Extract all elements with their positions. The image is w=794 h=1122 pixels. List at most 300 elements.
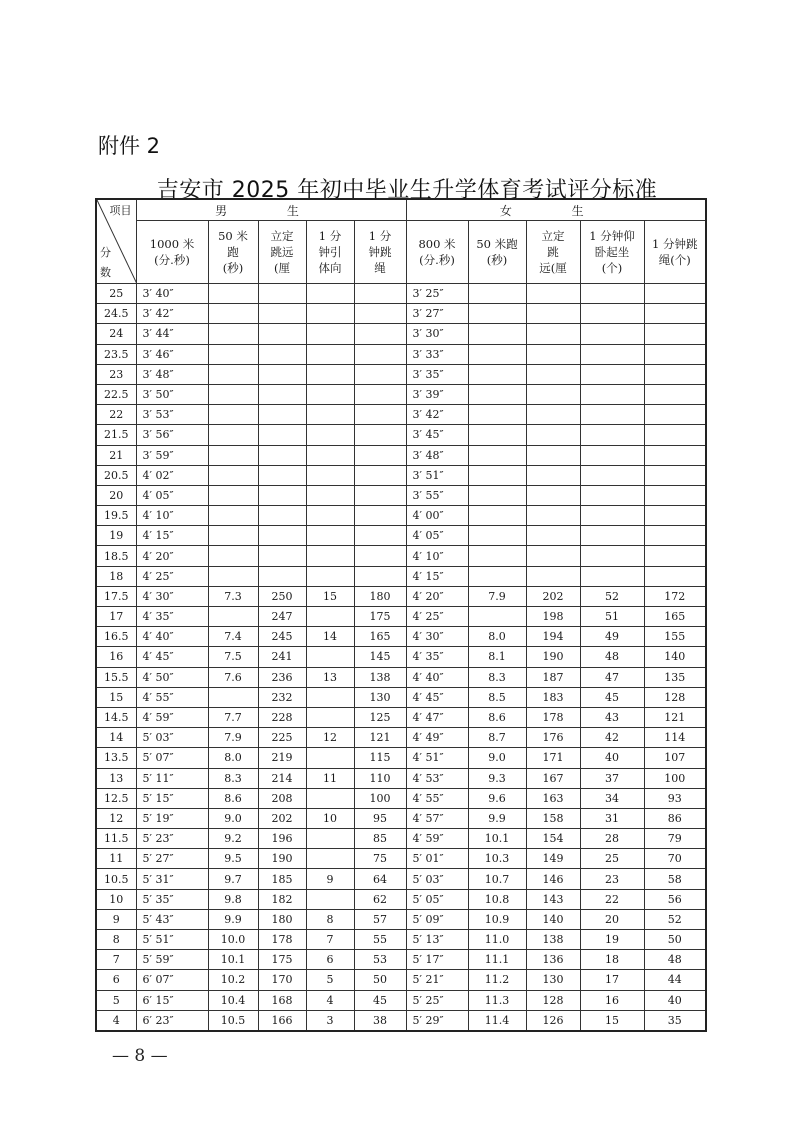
table-cell [526, 324, 580, 344]
table-cell: 225 [258, 728, 306, 748]
table-cell: 11.1 [468, 950, 526, 970]
table-cell: 4′ 20″ [406, 586, 468, 606]
table-cell [468, 445, 526, 465]
table-cell: 7 [306, 930, 354, 950]
table-cell: 198 [526, 607, 580, 627]
table-cell: 5′ 01″ [406, 849, 468, 869]
table-cell [580, 304, 644, 324]
table-cell: 4′ 15″ [406, 566, 468, 586]
table-cell: 165 [354, 627, 406, 647]
table-row [96, 445, 706, 465]
table-cell: 165 [644, 607, 706, 627]
table-cell [354, 425, 406, 445]
table-cell: 3′ 50″ [136, 384, 208, 404]
table-cell [208, 607, 258, 627]
table-cell: 23 [580, 869, 644, 889]
table-cell: 14 [306, 627, 354, 647]
table-cell: 10.0 [208, 930, 258, 950]
table-cell [258, 324, 306, 344]
table-cell: 5′ 03″ [136, 728, 208, 748]
table-cell [354, 364, 406, 384]
table-cell: 247 [258, 607, 306, 627]
table-cell [258, 344, 306, 364]
table-cell: 163 [526, 788, 580, 808]
table-cell: 4′ 25″ [406, 607, 468, 627]
table-cell [306, 607, 354, 627]
table-cell: 128 [644, 687, 706, 707]
table-cell [354, 384, 406, 404]
table-cell: 3′ 45″ [406, 425, 468, 445]
score-cell: 14.5 [96, 707, 136, 727]
table-row [96, 748, 706, 768]
table-cell: 43 [580, 707, 644, 727]
table-cell: 51 [580, 607, 644, 627]
table-cell: 38 [354, 1010, 406, 1031]
table-cell: 5′ 05″ [406, 889, 468, 909]
table-cell [468, 566, 526, 586]
table-cell: 53 [354, 950, 406, 970]
table-cell: 121 [354, 728, 406, 748]
table-cell [306, 707, 354, 727]
table-cell: 5′ 59″ [136, 950, 208, 970]
table-cell [354, 304, 406, 324]
score-cell: 8 [96, 930, 136, 950]
table-cell: 11 [306, 768, 354, 788]
table-cell: 3′ 46″ [136, 344, 208, 364]
table-cell [208, 284, 258, 304]
table-cell: 15 [306, 586, 354, 606]
table-cell: 7.9 [468, 586, 526, 606]
score-cell: 12.5 [96, 788, 136, 808]
table-cell: 110 [354, 768, 406, 788]
score-cell: 15.5 [96, 667, 136, 687]
table-cell: 154 [526, 829, 580, 849]
table-cell [468, 526, 526, 546]
score-cell: 10 [96, 889, 136, 909]
score-cell: 23.5 [96, 344, 136, 364]
score-cell: 21.5 [96, 425, 136, 445]
table-cell [468, 344, 526, 364]
table-cell [258, 425, 306, 445]
table-cell: 85 [354, 829, 406, 849]
table-cell: 145 [354, 647, 406, 667]
male-group-header: 男 生 [136, 199, 406, 221]
table-cell: 62 [354, 889, 406, 909]
table-cell: 5′ 43″ [136, 909, 208, 929]
table-cell [580, 405, 644, 425]
table-cell: 3 [306, 1010, 354, 1031]
table-cell: 100 [644, 768, 706, 788]
table-cell: 3′ 42″ [406, 405, 468, 425]
table-cell [354, 324, 406, 344]
table-cell: 130 [526, 970, 580, 990]
table-row [96, 667, 706, 687]
score-cell: 20.5 [96, 465, 136, 485]
table-cell [644, 324, 706, 344]
score-cell: 17.5 [96, 586, 136, 606]
table-cell [208, 405, 258, 425]
table-cell [208, 384, 258, 404]
table-cell: 167 [526, 768, 580, 788]
table-cell: 16 [580, 990, 644, 1010]
table-cell [306, 344, 354, 364]
table-cell: 5 [306, 970, 354, 990]
table-cell [258, 566, 306, 586]
score-cell: 24 [96, 324, 136, 344]
table-cell: 9.2 [208, 829, 258, 849]
table-cell: 31 [580, 808, 644, 828]
table-cell [644, 445, 706, 465]
table-cell: 8.5 [468, 687, 526, 707]
table-cell: 4′ 50″ [136, 667, 208, 687]
table-cell: 130 [354, 687, 406, 707]
table-cell: 4′ 30″ [406, 627, 468, 647]
table-cell [306, 849, 354, 869]
table-cell [354, 465, 406, 485]
table-cell: 3′ 53″ [136, 405, 208, 425]
table-cell: 40 [580, 748, 644, 768]
column-header-male-1000m: 1000 米 (分.秒) [136, 221, 208, 284]
table-cell: 40 [644, 990, 706, 1010]
table-cell: 9.0 [208, 808, 258, 828]
table-row [96, 889, 706, 909]
table-row [96, 627, 706, 647]
table-cell [468, 324, 526, 344]
table-cell: 182 [258, 889, 306, 909]
diagonal-header-cell [96, 199, 136, 284]
table-cell: 10.1 [208, 950, 258, 970]
table-row [96, 485, 706, 505]
table-cell [644, 344, 706, 364]
table-cell: 22 [580, 889, 644, 909]
table-cell: 10.1 [468, 829, 526, 849]
table-cell [580, 546, 644, 566]
table-cell [580, 425, 644, 445]
table-cell [354, 344, 406, 364]
table-cell: 15 [580, 1010, 644, 1031]
table-cell: 8.0 [208, 748, 258, 768]
table-cell [468, 607, 526, 627]
page-number: — 8 — [112, 1046, 168, 1066]
table-body [96, 284, 706, 1031]
table-cell: 5′ 23″ [136, 829, 208, 849]
table-cell: 245 [258, 627, 306, 647]
table-cell: 8.0 [468, 627, 526, 647]
score-cell: 7 [96, 950, 136, 970]
table-cell: 155 [644, 627, 706, 647]
table-cell: 75 [354, 849, 406, 869]
table-cell: 8 [306, 909, 354, 929]
score-cell: 14 [96, 728, 136, 748]
table-cell: 4′ 10″ [406, 546, 468, 566]
table-cell [468, 304, 526, 324]
table-cell: 5′ 25″ [406, 990, 468, 1010]
table-cell [258, 506, 306, 526]
table-cell [644, 485, 706, 505]
table-cell: 194 [526, 627, 580, 647]
table-cell: 143 [526, 889, 580, 909]
table-cell [306, 324, 354, 344]
table-row [96, 687, 706, 707]
table-cell: 9.3 [468, 768, 526, 788]
table-cell [644, 384, 706, 404]
table-cell: 7.5 [208, 647, 258, 667]
table-cell: 5′ 19″ [136, 808, 208, 828]
table-cell [580, 526, 644, 546]
table-cell [258, 384, 306, 404]
table-cell: 5′ 35″ [136, 889, 208, 909]
table-row [96, 284, 706, 304]
score-table [95, 198, 707, 1032]
table-row [96, 829, 706, 849]
table-cell: 8.6 [208, 788, 258, 808]
column-header-row [96, 221, 706, 284]
table-cell [468, 546, 526, 566]
table-row [96, 405, 706, 425]
table-cell [208, 485, 258, 505]
table-cell: 185 [258, 869, 306, 889]
table-row [96, 950, 706, 970]
score-cell: 13.5 [96, 748, 136, 768]
table-cell: 95 [354, 808, 406, 828]
table-cell: 79 [644, 829, 706, 849]
table-cell: 19 [580, 930, 644, 950]
table-cell: 168 [258, 990, 306, 1010]
table-cell: 52 [580, 586, 644, 606]
table-cell [644, 546, 706, 566]
table-cell: 158 [526, 808, 580, 828]
table-cell: 190 [526, 647, 580, 667]
table-cell: 48 [644, 950, 706, 970]
table-cell [644, 566, 706, 586]
column-header-male-rope-skip: 1 分 钟跳 绳 [354, 221, 406, 284]
table-cell: 44 [644, 970, 706, 990]
column-header-female-800m: 800 米 (分.秒) [406, 221, 468, 284]
score-cell: 19 [96, 526, 136, 546]
table-cell: 8.1 [468, 647, 526, 667]
table-cell: 8.6 [468, 707, 526, 727]
table-cell [644, 284, 706, 304]
table-cell [354, 506, 406, 526]
column-header-female-50m: 50 米跑 (秒) [468, 221, 526, 284]
score-cell: 6 [96, 970, 136, 990]
table-cell: 140 [526, 909, 580, 929]
table-cell: 4′ 30″ [136, 586, 208, 606]
table-cell: 4′ 59″ [406, 829, 468, 849]
table-cell: 126 [526, 1010, 580, 1031]
table-cell: 9 [306, 869, 354, 889]
table-cell: 180 [354, 586, 406, 606]
table-cell: 10.9 [468, 909, 526, 929]
table-cell: 7.7 [208, 707, 258, 727]
table-cell: 6 [306, 950, 354, 970]
score-cell: 10.5 [96, 869, 136, 889]
table-cell [208, 324, 258, 344]
score-label-char-1: 分 [100, 246, 111, 259]
table-cell [354, 405, 406, 425]
table-cell: 7.3 [208, 586, 258, 606]
table-cell [526, 384, 580, 404]
table-cell: 4′ 45″ [406, 687, 468, 707]
score-cell: 5 [96, 990, 136, 1010]
table-cell: 190 [258, 849, 306, 869]
table-row [96, 1010, 706, 1031]
table-cell: 8.3 [468, 667, 526, 687]
table-cell: 9.7 [208, 869, 258, 889]
table-cell: 86 [644, 808, 706, 828]
table-cell: 5′ 29″ [406, 1010, 468, 1031]
table-cell [580, 445, 644, 465]
column-header-female-sit-up: 1 分钟仰 卧起坐 (个) [580, 221, 644, 284]
table-cell: 20 [580, 909, 644, 929]
column-header-female-long-jump: 立定 跳 远(厘 [526, 221, 580, 284]
table-cell: 5′ 09″ [406, 909, 468, 929]
table-cell: 6′ 23″ [136, 1010, 208, 1031]
table-cell: 93 [644, 788, 706, 808]
table-cell [258, 405, 306, 425]
table-cell: 18 [580, 950, 644, 970]
table-cell [580, 344, 644, 364]
table-cell: 50 [354, 970, 406, 990]
table-cell: 9.6 [468, 788, 526, 808]
table-cell: 47 [580, 667, 644, 687]
table-row [96, 768, 706, 788]
female-group-header: 女 生 [406, 199, 706, 221]
table-cell: 138 [526, 930, 580, 950]
table-cell [580, 485, 644, 505]
table-cell: 232 [258, 687, 306, 707]
score-cell: 16.5 [96, 627, 136, 647]
table-row [96, 425, 706, 445]
table-cell: 3′ 42″ [136, 304, 208, 324]
table-cell: 202 [526, 586, 580, 606]
table-cell [354, 546, 406, 566]
table-cell: 3′ 51″ [406, 465, 468, 485]
score-cell: 18.5 [96, 546, 136, 566]
table-cell [468, 384, 526, 404]
table-row [96, 506, 706, 526]
table-cell: 114 [644, 728, 706, 748]
table-cell [208, 506, 258, 526]
table-cell: 64 [354, 869, 406, 889]
table-cell [526, 364, 580, 384]
table-cell: 9.8 [208, 889, 258, 909]
table-cell [208, 687, 258, 707]
table-cell [354, 445, 406, 465]
table-cell [526, 344, 580, 364]
table-cell [580, 284, 644, 304]
table-cell: 135 [644, 667, 706, 687]
table-cell: 9.0 [468, 748, 526, 768]
table-cell: 241 [258, 647, 306, 667]
table-cell: 5′ 11″ [136, 768, 208, 788]
table-cell [208, 445, 258, 465]
table-row [96, 970, 706, 990]
table-cell: 57 [354, 909, 406, 929]
table-cell [208, 364, 258, 384]
table-cell: 11.4 [468, 1010, 526, 1031]
table-cell: 8.7 [468, 728, 526, 748]
table-cell [354, 284, 406, 304]
table-cell: 55 [354, 930, 406, 950]
table-cell: 4′ 40″ [406, 667, 468, 687]
table-cell: 13 [306, 667, 354, 687]
table-cell: 136 [526, 950, 580, 970]
project-label: 项目 [109, 204, 132, 217]
table-cell [580, 465, 644, 485]
table-cell [306, 889, 354, 909]
table-cell [354, 485, 406, 505]
score-cell: 24.5 [96, 304, 136, 324]
table-cell: 5′ 07″ [136, 748, 208, 768]
table-cell: 4′ 40″ [136, 627, 208, 647]
table-row [96, 566, 706, 586]
table-cell: 56 [644, 889, 706, 909]
table-cell: 10.8 [468, 889, 526, 909]
table-cell [526, 304, 580, 324]
table-cell: 6′ 15″ [136, 990, 208, 1010]
score-cell: 9 [96, 909, 136, 929]
table-cell [306, 546, 354, 566]
table-cell: 4′ 00″ [406, 506, 468, 526]
table-cell [306, 647, 354, 667]
table-cell [526, 566, 580, 586]
table-cell: 45 [354, 990, 406, 1010]
table-cell: 9.9 [208, 909, 258, 929]
table-cell: 202 [258, 808, 306, 828]
table-cell [644, 405, 706, 425]
table-cell [526, 405, 580, 425]
table-cell: 250 [258, 586, 306, 606]
table-cell: 121 [644, 707, 706, 727]
table-cell: 6′ 07″ [136, 970, 208, 990]
table-cell [526, 465, 580, 485]
table-cell: 3′ 39″ [406, 384, 468, 404]
table-cell [258, 284, 306, 304]
score-cell: 16 [96, 647, 136, 667]
table-cell: 4′ 35″ [406, 647, 468, 667]
table-row [96, 788, 706, 808]
score-cell: 20 [96, 485, 136, 505]
table-cell: 3′ 56″ [136, 425, 208, 445]
table-cell: 172 [644, 586, 706, 606]
table-cell: 4′ 51″ [406, 748, 468, 768]
table-cell: 10.2 [208, 970, 258, 990]
table-cell: 37 [580, 768, 644, 788]
table-cell: 138 [354, 667, 406, 687]
table-cell: 4′ 02″ [136, 465, 208, 485]
table-cell: 5′ 21″ [406, 970, 468, 990]
table-row [96, 869, 706, 889]
table-cell: 149 [526, 849, 580, 869]
table-cell [306, 788, 354, 808]
table-cell: 208 [258, 788, 306, 808]
table-cell [468, 506, 526, 526]
table-cell [306, 566, 354, 586]
table-cell: 219 [258, 748, 306, 768]
table-cell: 8.3 [208, 768, 258, 788]
table-cell [468, 405, 526, 425]
table-cell [306, 506, 354, 526]
column-header-male-50m: 50 米 跑 (秒) [208, 221, 258, 284]
table-cell [306, 526, 354, 546]
table-cell [258, 364, 306, 384]
table-cell [526, 445, 580, 465]
table-cell [526, 526, 580, 546]
table-cell: 236 [258, 667, 306, 687]
table-row [96, 546, 706, 566]
table-cell [526, 546, 580, 566]
